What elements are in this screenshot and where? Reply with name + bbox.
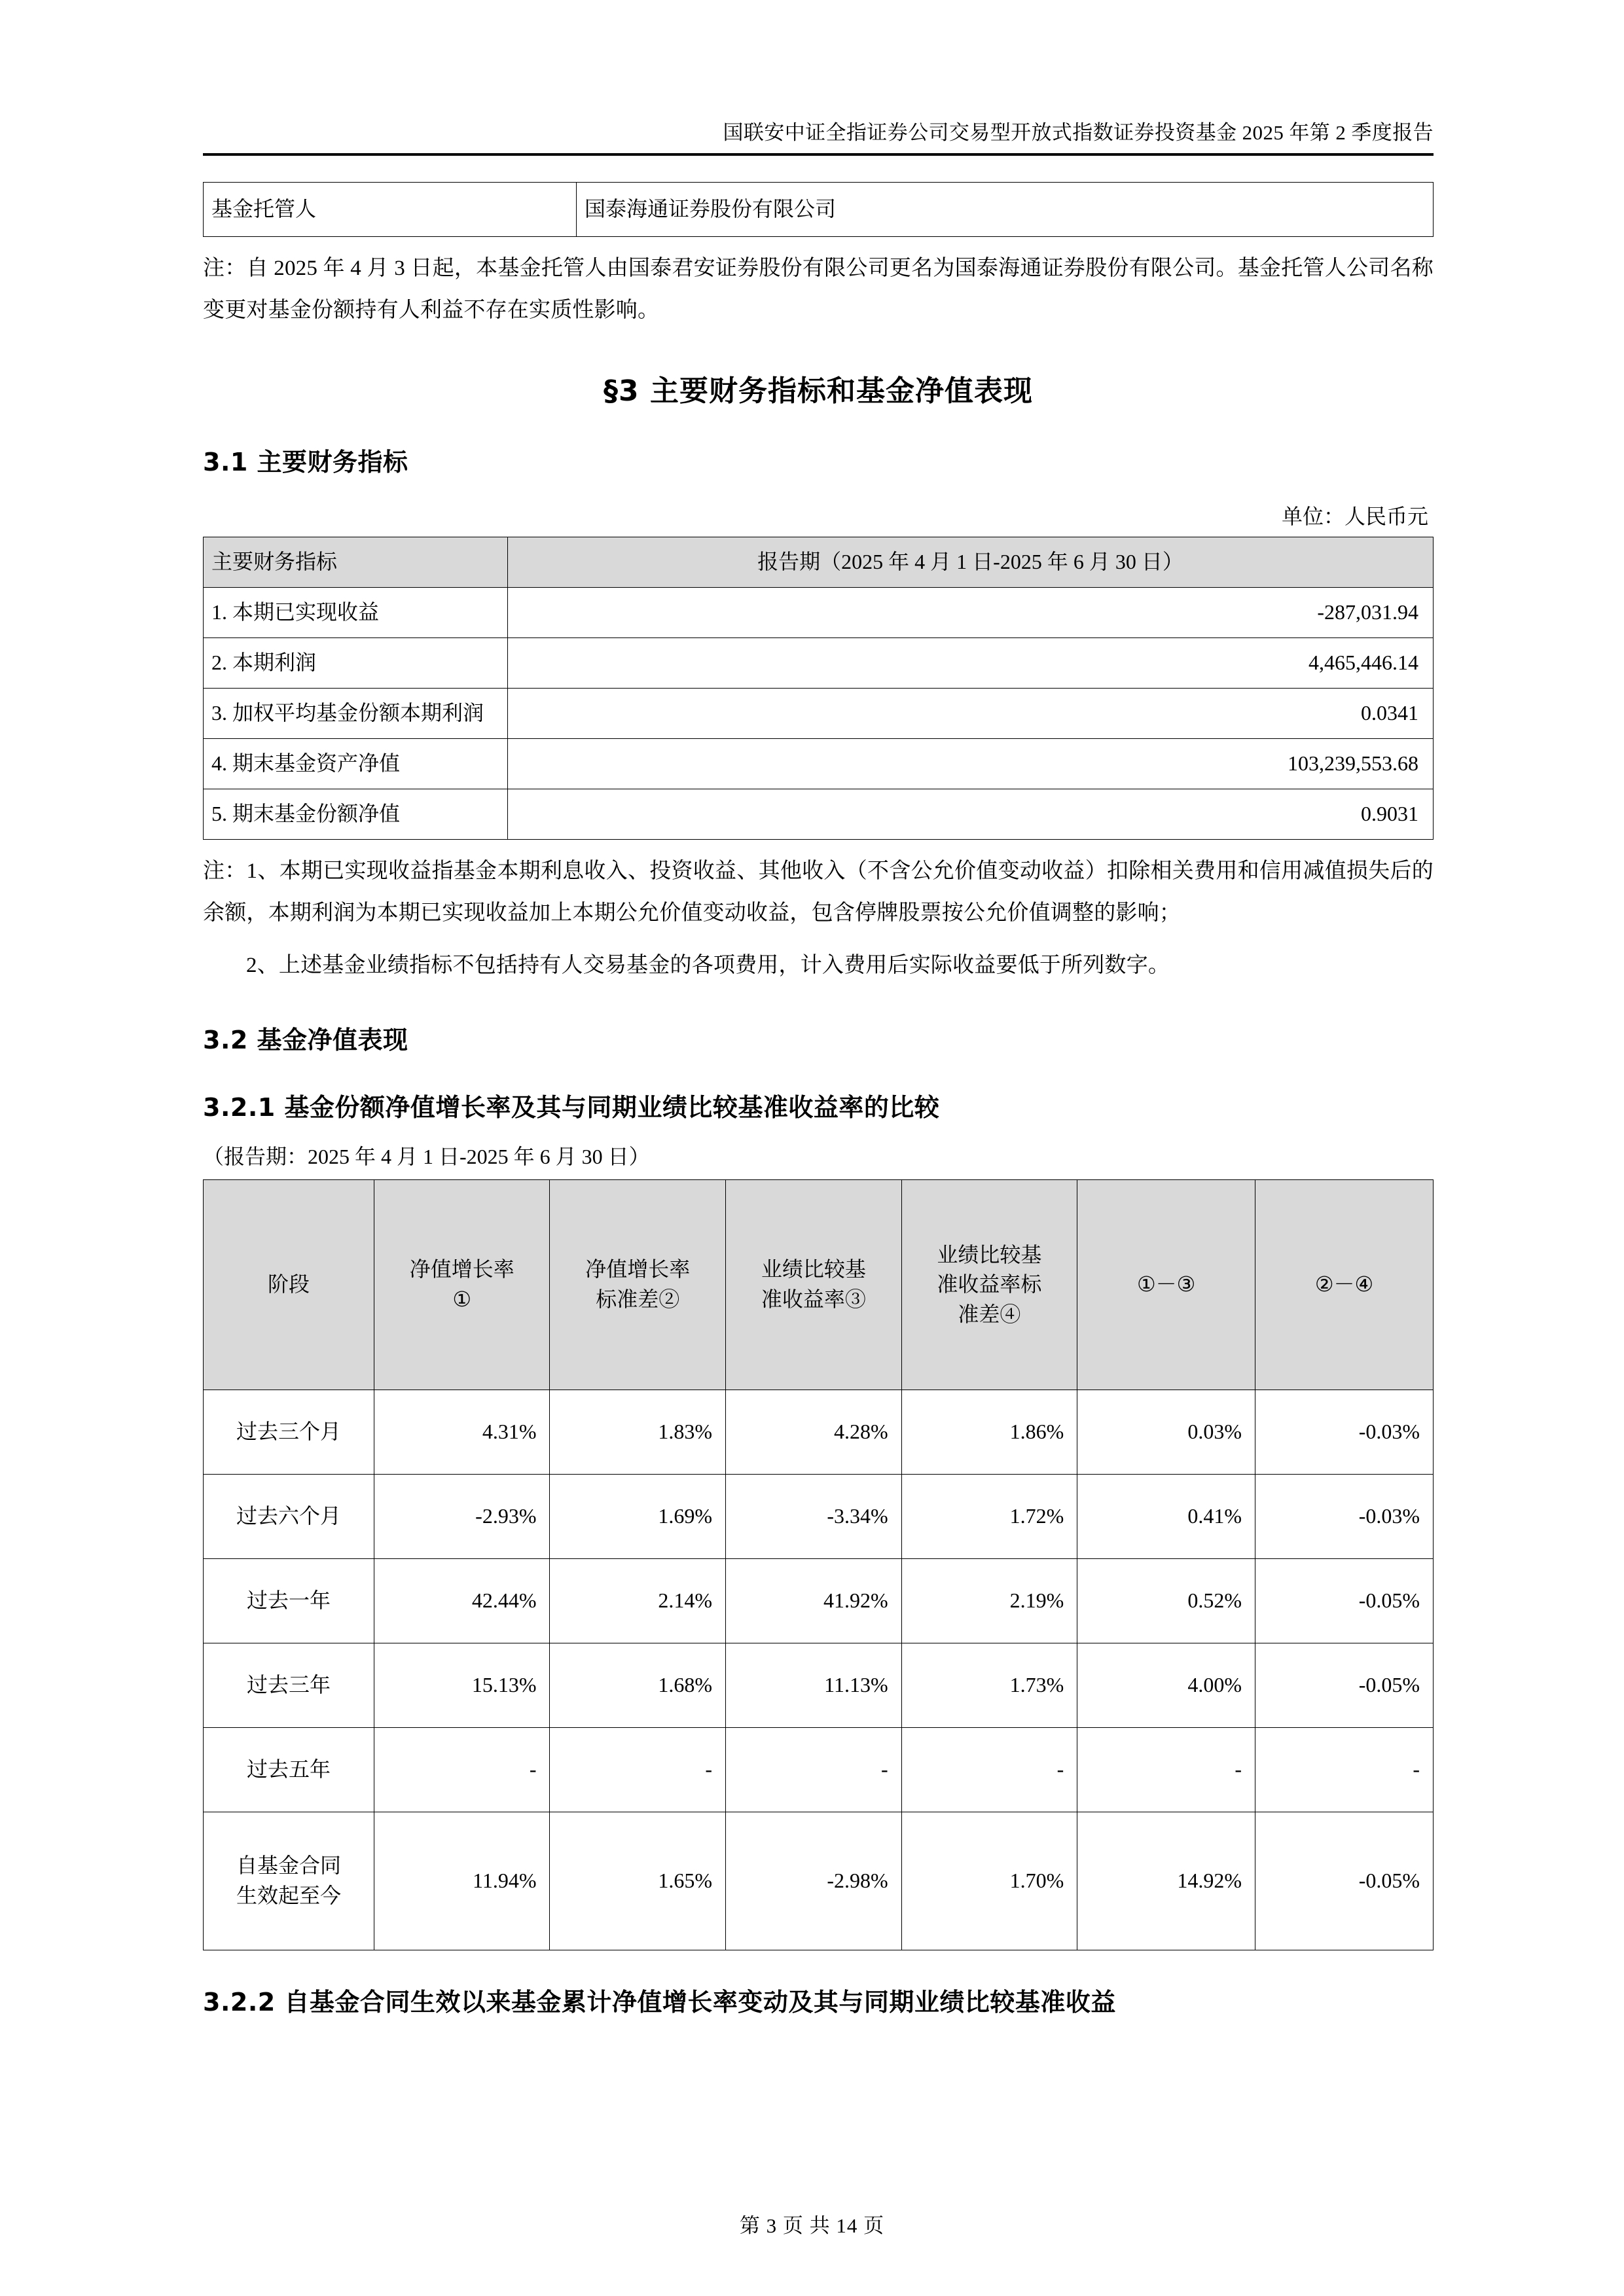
page-footer: 第 3 页 共 14 页 [739,2214,885,2237]
column-header-diff-13 [1077,1179,1255,1390]
financial-indicators-table [203,537,1434,840]
column-header-diff-24 [1255,1179,1434,1390]
header-line-1: 净值增长率 [585,1257,691,1282]
section-3-2-2-title: 3.2.2 自基金合同生效以来基金累计净值增长率变动及其与同期业绩比较基准收益 [203,1987,1116,2017]
cell-nav-std: 2.14% [550,1558,726,1643]
stage-line-2: 生效起至今 [236,1883,341,1907]
cell-nav-std: 1.65% [550,1812,726,1950]
cell-bench-std: 1.70% [901,1812,1077,1950]
indicator-value: 0.9031 [508,789,1434,839]
cell-diff-24: - [1255,1727,1434,1812]
unit-label: 单位：人民币元 [1281,504,1428,528]
header-line-1: ①－③ [1136,1272,1196,1297]
header-line-1: 阶段 [267,1272,310,1297]
indicator-value: -287,031.94 [508,587,1434,637]
cell-bench-std: 2.19% [901,1558,1077,1643]
cell-bench-return: 11.13% [726,1643,902,1727]
stage-line-1: 自基金合同 [236,1854,341,1878]
section-3-2-1-title: 3.2.1 基金份额净值增长率及其与同期业绩比较基准收益率的比较 [203,1092,940,1122]
header-rule [203,153,1434,156]
table-row [204,1643,1434,1727]
cell-nav-growth: 42.44% [374,1558,550,1643]
table-header-row [204,537,1434,587]
table-row [204,1558,1434,1643]
indicator-value: 4,465,446.14 [508,637,1434,688]
cell-nav-growth: 11.94% [374,1812,550,1950]
column-header-bench-return [726,1179,902,1390]
indicator-value: 0.0341 [508,688,1434,738]
cell-diff-24: -0.03% [1255,1390,1434,1474]
indicator-name: 2. 本期利润 [204,637,508,688]
section-3-title: §3 主要财务指标和基金净值表现 [604,374,1033,408]
cell-nav-std: 1.68% [550,1643,726,1727]
page-content [203,0,1434,2018]
section-3-2-title: 3.2 基金净值表现 [203,1025,408,1054]
cell-bench-std: 1.86% [901,1390,1077,1474]
cell-bench-std: - [901,1727,1077,1812]
row-stage-label: 过去三个月 [204,1390,374,1474]
column-header-indicator: 主要财务指标 [204,537,508,587]
column-header-period: 报告期（2025 年 4 月 1 日-2025 年 6 月 30 日） [508,537,1434,587]
column-header-nav-std [550,1179,726,1390]
column-header-nav-growth [374,1179,550,1390]
row-stage-label: 过去六个月 [204,1474,374,1558]
cell-diff-13: - [1077,1727,1255,1812]
cell-bench-return: - [726,1727,902,1812]
header-line-2: 准收益率③ [761,1287,866,1311]
cell-bench-return: -3.34% [726,1474,902,1558]
header-line-1: 业绩比较基 [937,1242,1042,1266]
header-line-1: ②－④ [1314,1272,1374,1297]
financial-note-2: 2、上述基金业绩指标不包括持有人交易基金的各项费用，计入费用后实际收益要低于所列数字。 [246,954,1170,978]
indicator-name: 5. 期末基金份额净值 [204,789,508,839]
cell-nav-std: - [550,1727,726,1812]
row-stage-label: 过去三年 [204,1643,374,1727]
table-row [204,1812,1434,1950]
cell-diff-13: 0.52% [1077,1558,1255,1643]
cell-bench-return: 4.28% [726,1390,902,1474]
cell-diff-24: -0.03% [1255,1474,1434,1558]
cell-nav-growth: -2.93% [374,1474,550,1558]
cell-nav-growth: 15.13% [374,1643,550,1727]
table-row [204,183,1434,237]
custodian-label: 基金托管人 [204,183,577,237]
indicator-value: 103,239,553.68 [508,738,1434,789]
cell-nav-std: 1.83% [550,1390,726,1474]
table-row [204,587,1434,637]
table-row [204,1727,1434,1812]
cell-diff-24: -0.05% [1255,1643,1434,1727]
row-stage-label: 过去五年 [204,1727,374,1812]
cell-nav-growth: 4.31% [374,1390,550,1474]
row-stage-label: 过去一年 [204,1558,374,1643]
cell-bench-std: 1.73% [901,1643,1077,1727]
header-line-1: 业绩比较基 [761,1257,866,1282]
header-line-2: 准收益率标 [937,1272,1042,1297]
table-row [204,688,1434,738]
custodian-table [203,182,1434,237]
running-header: 国联安中证全指证券公司交易型开放式指数证券投资基金 2025 年第 2 季度报告 [723,121,1434,144]
cell-nav-growth: - [374,1727,550,1812]
header-line-2: ① [452,1287,472,1311]
cell-diff-24: -0.05% [1255,1812,1434,1950]
report-period-label: （报告期：2025 年 4 月 1 日-2025 年 6 月 30 日） [203,1144,650,1168]
cell-diff-13: 0.41% [1077,1474,1255,1558]
column-header-stage [204,1179,374,1390]
header-line-1: 净值增长率 [409,1257,514,1282]
cell-diff-13: 14.92% [1077,1812,1255,1950]
cell-bench-return: -2.98% [726,1812,902,1950]
cell-nav-std: 1.69% [550,1474,726,1558]
table-row [204,789,1434,839]
cell-diff-13: 4.00% [1077,1643,1255,1727]
custodian-value: 国泰海通证券股份有限公司 [577,183,1434,237]
row-stage-label [204,1812,374,1950]
table-row [204,1474,1434,1558]
table-row [204,1390,1434,1474]
indicator-name: 4. 期末基金资产净值 [204,738,508,789]
indicator-name: 3. 加权平均基金份额本期利润 [204,688,508,738]
header-line-2: 标准差② [596,1287,680,1311]
column-header-bench-std [901,1179,1077,1390]
cell-bench-std: 1.72% [901,1474,1077,1558]
custodian-note: 注：自 2025 年 4 月 3 日起，本基金托管人由国泰君安证券股份有限公司更名为国泰海通证券股份有限公司。基金托管人公司名称变更对基金份额持有人利益不存在实质性影响。 [203,257,1434,323]
cell-bench-return: 41.92% [726,1558,902,1643]
performance-comparison-table [203,1179,1434,1950]
indicator-name: 1. 本期已实现收益 [204,587,508,637]
table-row [204,637,1434,688]
cell-diff-13: 0.03% [1077,1390,1255,1474]
header-line-3: 准差④ [958,1302,1021,1326]
financial-note-1: 注：1、本期已实现收益指基金本期利息收入、投资收益、其他收入（不含公允价值变动收益）扣除相关费用和信用减值损失后的余额，本期利润为本期已实现收益加上本期公允价值变动收益，包含停牌股票按公允价值调整的影响； [203,859,1434,925]
section-3-1-title: 3.1 主要财务指标 [203,447,408,476]
cell-diff-24: -0.05% [1255,1558,1434,1643]
table-row [204,738,1434,789]
table-header-row [204,1179,1434,1390]
